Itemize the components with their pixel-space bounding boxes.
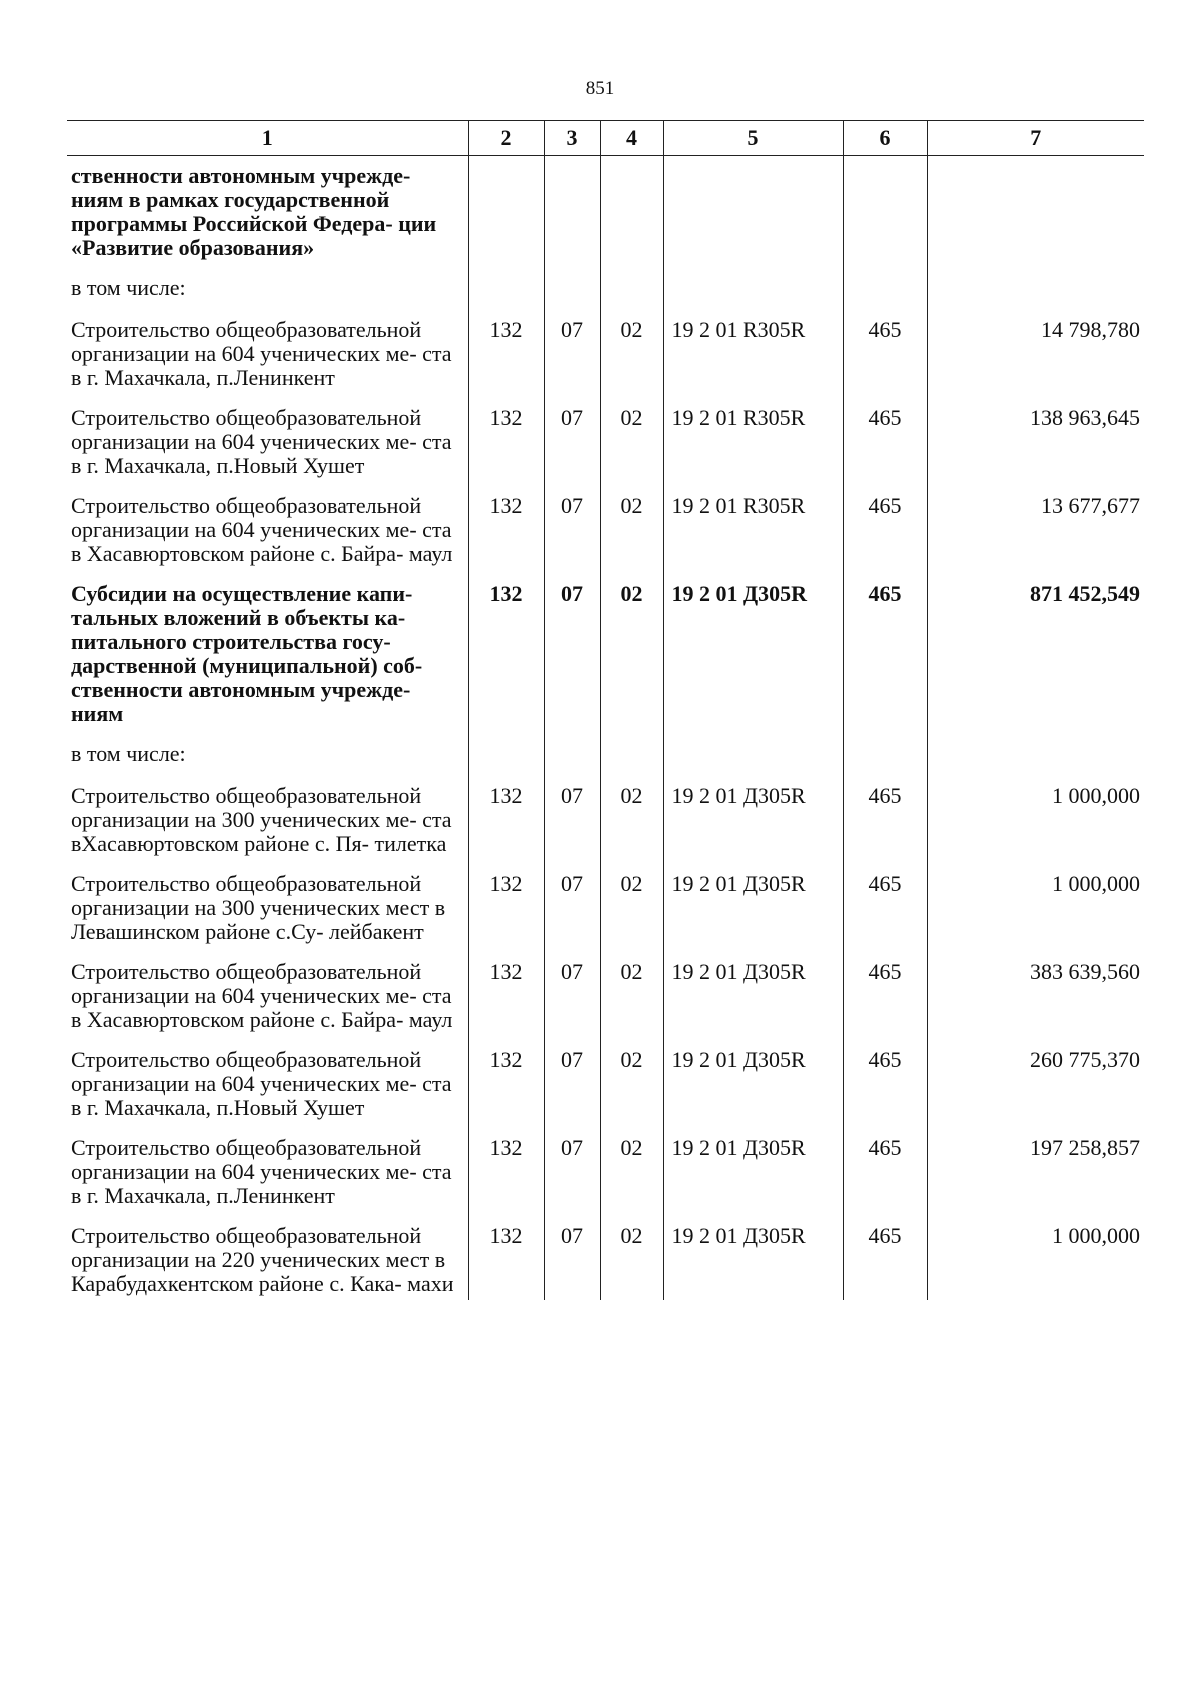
- row-cell-col2: 132: [468, 1216, 544, 1300]
- row-cell-col6: 465: [843, 1040, 927, 1128]
- row-cell-col6: 465: [843, 310, 927, 398]
- table-row: [67, 1040, 1144, 1128]
- row-cell-col4: [600, 156, 663, 269]
- row-cell-col4: 02: [600, 310, 663, 398]
- row-cell-col2: [468, 268, 544, 310]
- row-cell-col4: 02: [600, 1216, 663, 1300]
- row-cell-col4: [600, 268, 663, 310]
- page-number: 851: [585, 78, 615, 99]
- row-cell-col3: [544, 734, 600, 776]
- row-cell-col5: 19 2 01 Д305R: [663, 776, 843, 864]
- row-cell-col6: 465: [843, 864, 927, 952]
- row-cell-col5: 19 2 01 Д305R: [663, 1040, 843, 1128]
- row-cell-col7: 13 677,677: [927, 486, 1144, 574]
- row-cell-col3: 07: [544, 486, 600, 574]
- row-cell-col6: 465: [843, 1128, 927, 1216]
- row-cell-col2: [468, 734, 544, 776]
- column-header-7: 7: [927, 121, 1144, 156]
- row-cell-col7: 1 000,000: [927, 864, 1144, 952]
- table-body: [67, 156, 1144, 1301]
- row-cell-col3: 07: [544, 1216, 600, 1300]
- row-cell-col6: 465: [843, 776, 927, 864]
- row-cell-col3: [544, 156, 600, 269]
- row-cell-col6: 465: [843, 486, 927, 574]
- row-cell-col4: 02: [600, 486, 663, 574]
- row-name-cell: Строительство общеобразовательной организации на 604 ученических ме- ста в г. Махачкала, п.Ленинкент: [71, 1135, 452, 1208]
- column-header-5: 5: [663, 121, 843, 156]
- row-cell-col3: 07: [544, 864, 600, 952]
- row-cell-col7: [927, 268, 1144, 310]
- row-cell-col7: 1 000,000: [927, 1216, 1144, 1300]
- row-cell-col5: 19 2 01 Д305R: [663, 1216, 843, 1300]
- row-cell-col5: 19 2 01 Д305R: [663, 574, 843, 734]
- row-name-cell: Строительство общеобразовательной организации на 604 ученических ме- ста в г. Махачкала, п.Новый Хушет: [71, 405, 452, 478]
- row-cell-col5: 19 2 01 R305R: [663, 486, 843, 574]
- table-row: [67, 864, 1144, 952]
- row-name-cell: ственности автономным учрежде- ниям в рамках государственной программы Российской Федера- ции «Развитие образования»: [71, 163, 437, 260]
- row-cell-col2: 132: [468, 864, 544, 952]
- row-cell-col7: 260 775,370: [927, 1040, 1144, 1128]
- row-name-cell: Строительство общеобразовательной организации на 604 ученических ме- ста в г. Махачкала, п.Ленинкент: [71, 317, 452, 390]
- row-cell-col7: 197 258,857: [927, 1128, 1144, 1216]
- row-cell-col6: 465: [843, 574, 927, 734]
- row-cell-col7: 138 963,645: [927, 398, 1144, 486]
- row-cell-col3: 07: [544, 1040, 600, 1128]
- row-cell-col2: 132: [468, 952, 544, 1040]
- row-cell-col5: 19 2 01 Д305R: [663, 952, 843, 1040]
- row-cell-col3: [544, 268, 600, 310]
- row-cell-col5: 19 2 01 Д305R: [663, 864, 843, 952]
- column-header-3: 3: [544, 121, 600, 156]
- row-cell-col6: 465: [843, 952, 927, 1040]
- row-cell-col4: 02: [600, 1040, 663, 1128]
- row-cell-col7: 383 639,560: [927, 952, 1144, 1040]
- row-name-cell: Строительство общеобразовательной организации на 300 ученических ме- ста вХасавюртовском районе с. Пя- тилетка: [71, 783, 452, 856]
- row-cell-col5: 19 2 01 R305R: [663, 310, 843, 398]
- row-cell-col5: 19 2 01 R305R: [663, 398, 843, 486]
- row-cell-col4: 02: [600, 1128, 663, 1216]
- row-cell-col2: 132: [468, 398, 544, 486]
- column-header-1: 1: [67, 121, 468, 156]
- table-row: [67, 268, 1144, 310]
- row-cell-col5: [663, 156, 843, 269]
- row-name-cell: Строительство общеобразовательной организации на 604 ученических ме- ста в Хасавюртовском районе с. Байра- маул: [71, 493, 453, 566]
- row-name-cell: в том числе:: [71, 275, 186, 300]
- row-cell-col4: 02: [600, 776, 663, 864]
- row-name-cell: Строительство общеобразовательной организации на 604 ученических ме- ста в Хасавюртовском районе с. Байра- маул: [71, 959, 453, 1032]
- row-cell-col7: [927, 156, 1144, 269]
- column-header-6: 6: [843, 121, 927, 156]
- row-cell-col5: 19 2 01 Д305R: [663, 1128, 843, 1216]
- row-cell-col3: 07: [544, 1128, 600, 1216]
- table-row: [67, 156, 1144, 269]
- row-cell-col6: [843, 156, 927, 269]
- table-row: [67, 486, 1144, 574]
- row-cell-col7: 14 798,780: [927, 310, 1144, 398]
- table-row: [67, 776, 1144, 864]
- row-cell-col3: 07: [544, 776, 600, 864]
- row-cell-col3: 07: [544, 952, 600, 1040]
- row-cell-col7: 1 000,000: [927, 776, 1144, 864]
- row-cell-col3: 07: [544, 398, 600, 486]
- table-row: [67, 310, 1144, 398]
- row-name-cell: Строительство общеобразовательной организации на 604 ученических ме- ста в г. Махачкала, п.Новый Хушет: [71, 1047, 452, 1120]
- table-row: [67, 1128, 1144, 1216]
- table-row: [67, 734, 1144, 776]
- table-row: [67, 1216, 1144, 1300]
- row-cell-col2: 132: [468, 486, 544, 574]
- table-row: [67, 574, 1144, 734]
- row-cell-col5: [663, 734, 843, 776]
- row-name-cell: Строительство общеобразовательной организации на 220 ученических мест в Карабудахкентском районе с. Кака- махи: [71, 1223, 454, 1296]
- row-cell-col4: 02: [600, 574, 663, 734]
- row-cell-col2: [468, 156, 544, 269]
- row-cell-col4: 02: [600, 864, 663, 952]
- row-cell-col3: 07: [544, 310, 600, 398]
- row-cell-col2: 132: [468, 776, 544, 864]
- column-number-header-row: [67, 121, 1144, 156]
- row-cell-col4: 02: [600, 952, 663, 1040]
- row-cell-col2: 132: [468, 574, 544, 734]
- row-cell-col2: 132: [468, 1128, 544, 1216]
- row-cell-col2: 132: [468, 310, 544, 398]
- row-cell-col2: 132: [468, 1040, 544, 1128]
- row-cell-col6: 465: [843, 398, 927, 486]
- column-header-4: 4: [600, 121, 663, 156]
- row-name-cell: Строительство общеобразовательной организации на 300 ученических мест в Левашинском районе с.Су- лейбакент: [71, 871, 446, 944]
- table-row: [67, 398, 1144, 486]
- row-name-cell: в том числе:: [71, 741, 186, 766]
- column-header-2: 2: [468, 121, 544, 156]
- row-cell-col3: 07: [544, 574, 600, 734]
- row-cell-col7: [927, 734, 1144, 776]
- row-cell-col4: [600, 734, 663, 776]
- row-name-cell: Субсидии на осуществление капи- тальных вложений в объекты ка- питального строительства госу- дарственной (муниципальной) соб- ственности автономным учрежде- ниям: [71, 581, 423, 726]
- row-cell-col7: 871 452,549: [927, 574, 1144, 734]
- row-cell-col4: 02: [600, 398, 663, 486]
- budget-table: [67, 120, 1144, 1300]
- row-cell-col5: [663, 268, 843, 310]
- row-cell-col6: [843, 268, 927, 310]
- table-row: [67, 952, 1144, 1040]
- row-cell-col6: 465: [843, 1216, 927, 1300]
- row-cell-col6: [843, 734, 927, 776]
